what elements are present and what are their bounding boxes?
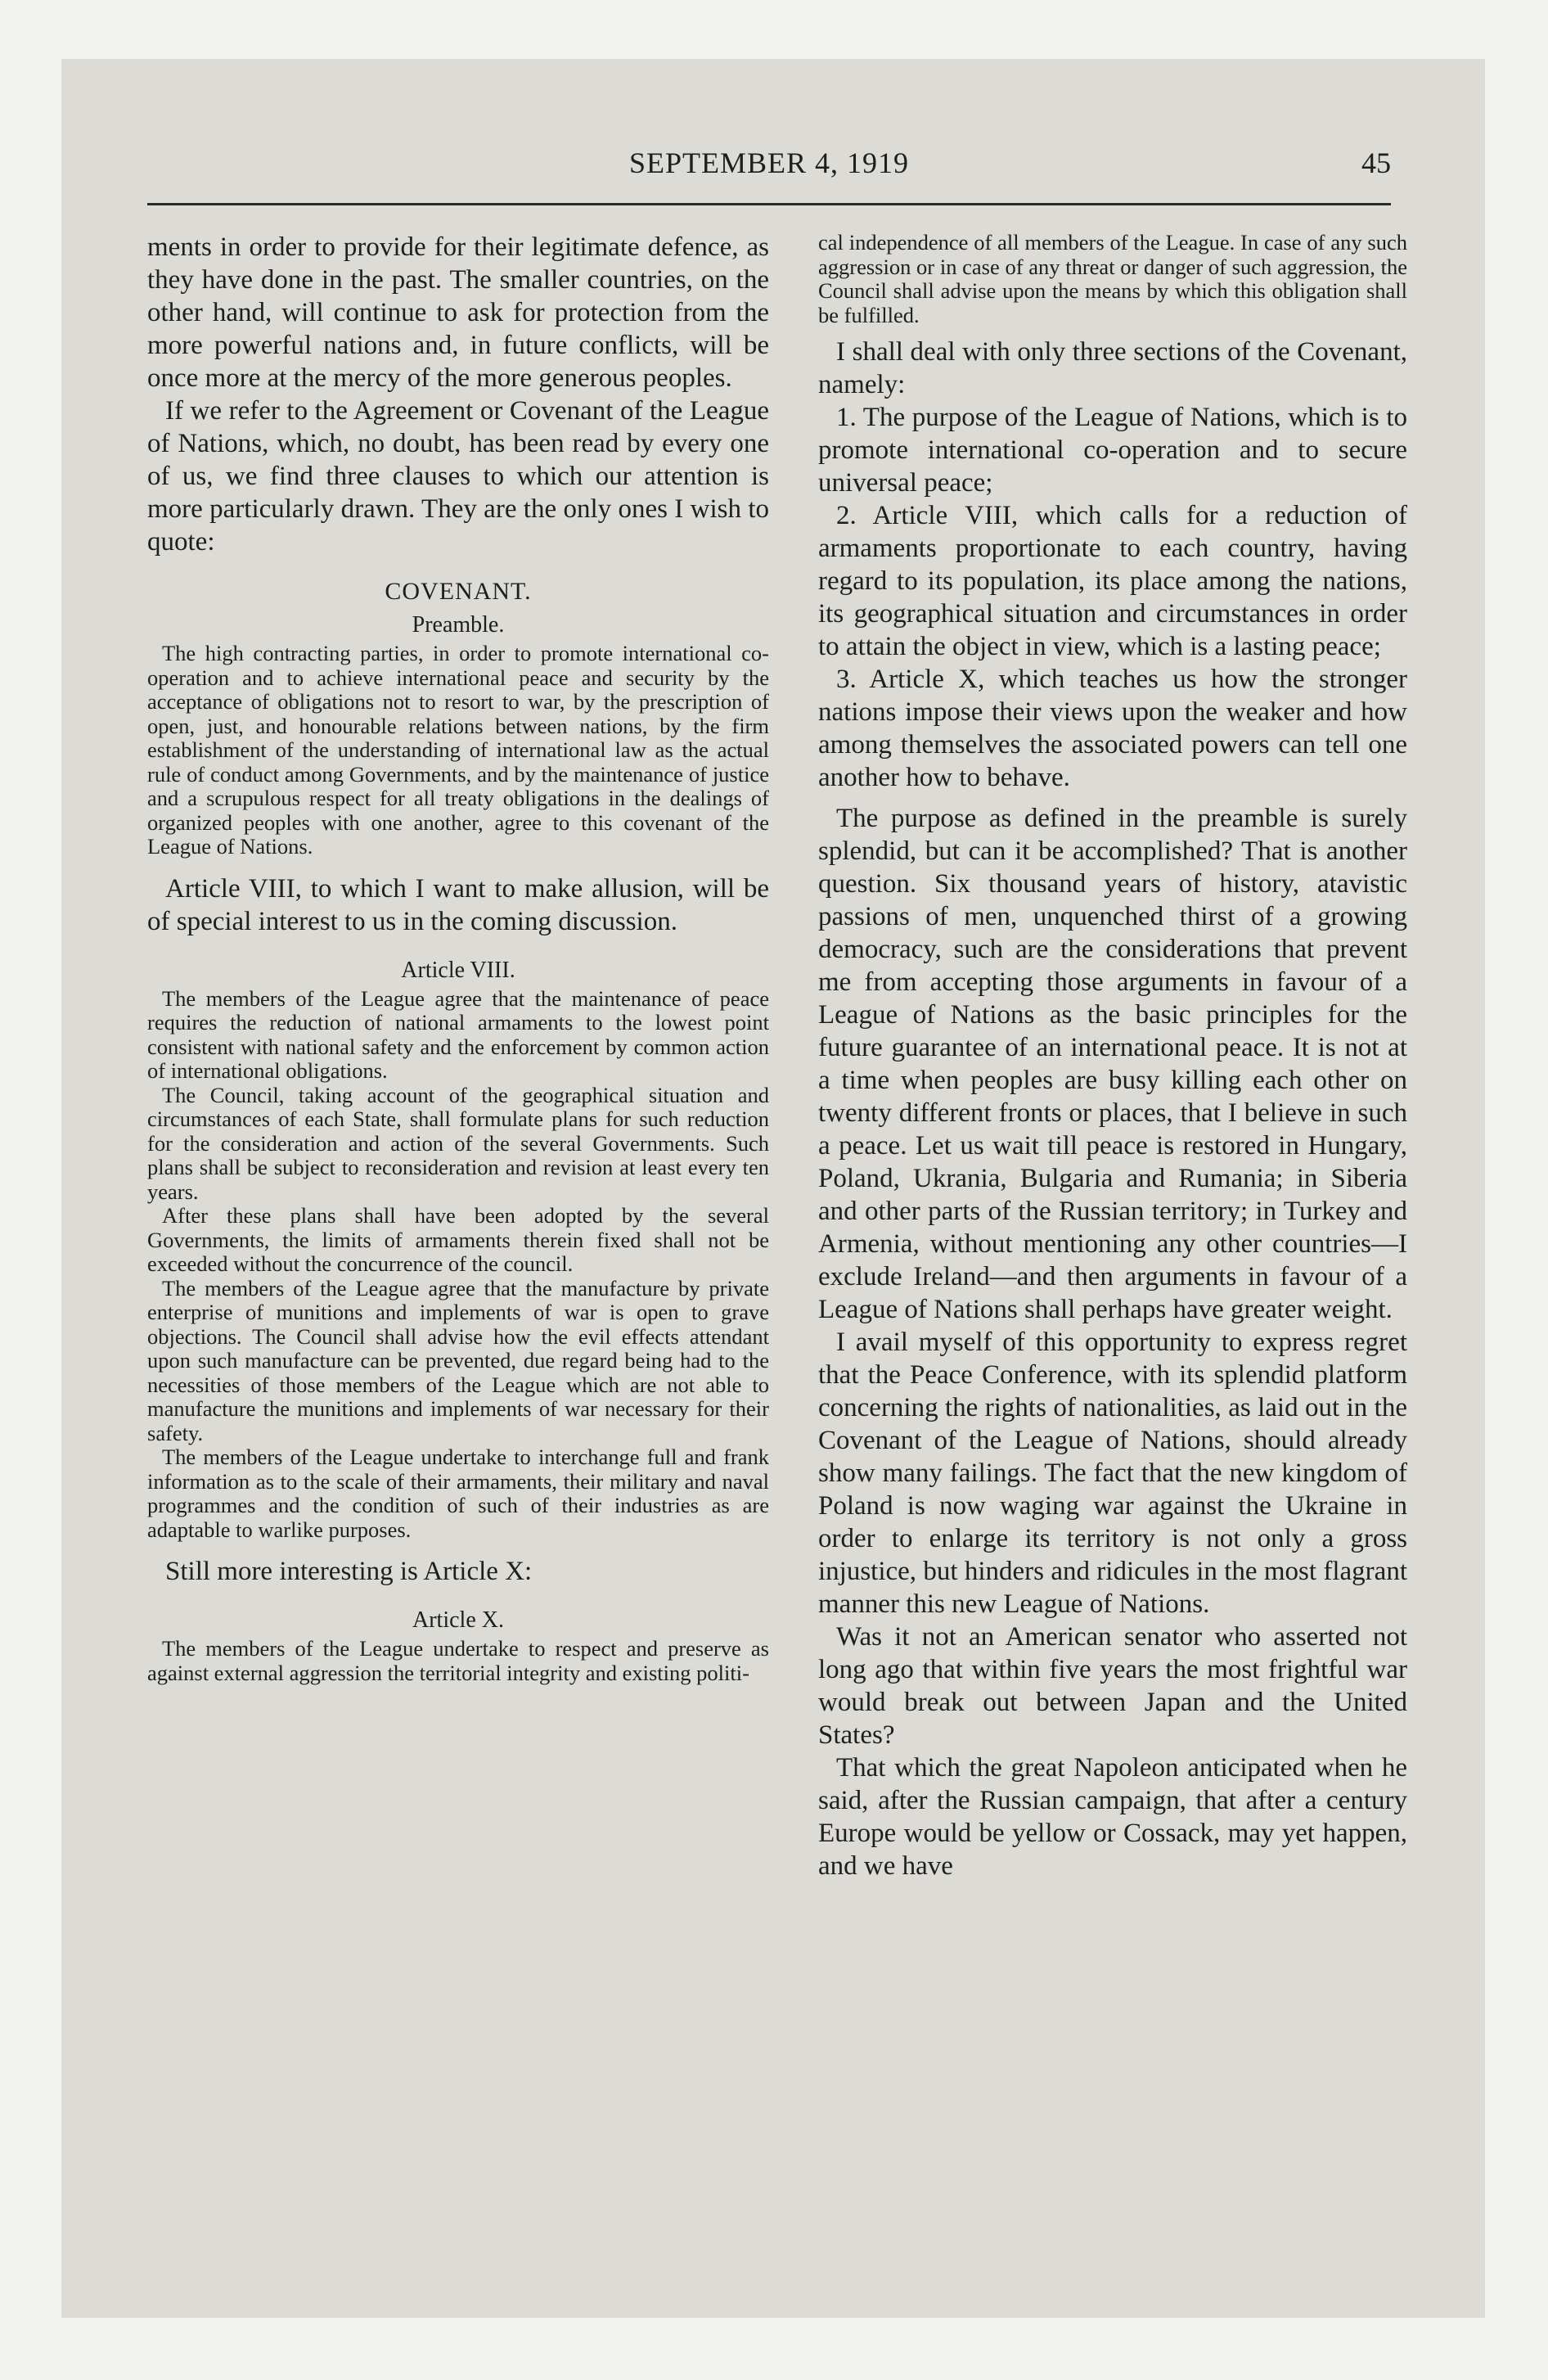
article8-paragraph: The Council, taking account of the geographical situation and circumstances of each State, shall formulate plans for such reduction for the consideration and action of the several Governments. Such plans shall be subject to reconsideration and revision at least every ten years.: [147, 1082, 769, 1204]
preamble-text: The high contracting parties, in order to promote international co-operation and to achieve international peace and security by the acceptance of obligations not to resort to war, by the prescription of open, just, and honourable relations between nations, by the firm establishment of the understanding of international law as the actual rule of conduct among Governments, and by the maintenance of justice and a scrupulous respect for all treaty obligations in the dealings of organized peoples with one another, agree to this covenant of the League of Nations.: [147, 641, 769, 859]
paragraph: That which the great Napoleon anticipated when he said, after the Russian campaign, that after a century Europe would be yellow or Cossack, may yet happen, and we have: [818, 1753, 1407, 1881]
paragraph: Was it not an American senator who asserted not long ago that within five years the most frightful war would break out between Japan and the United States?: [818, 1622, 1407, 1750]
paragraph: I avail myself of this opportunity to express regret that the Peace Conference, with its splendid platform concerning the rights of nationalities, as laid out in the Covenant of the League of Nations, should already show many failings. The fact that the new kingdom of Poland is now waging war against the Ukraine in order to enlarge its territory is not only a gross injustice, but hinders and ridicules in the most flagrant manner this new League of Nations.: [818, 1327, 1407, 1619]
paragraph: If we refer to the Agreement or Covenant of the League of Nations, which, no doubt, has been read by every one of us, we find three clauses to which our attention is more particularly drawn. They are the only ones I wish to quote:: [147, 396, 769, 557]
preamble-heading: Preamble.: [412, 612, 505, 638]
article8-paragraph: The members of the League agree that the maintenance of peace requires the reduction of national armaments to the lowest point consistent with national safety and the enforcement by common action of international obligations.: [147, 985, 769, 1083]
header-rule: [147, 203, 1391, 205]
article10-continued: cal independence of all members of the League. In case of any such aggression or in case of any threat or danger of such aggression, the Council shall advise upon the means by which this obligation shall be fulfilled.: [818, 230, 1407, 327]
covenant-heading: COVENANT.: [385, 578, 532, 605]
paragraph: I shall deal with only three sections of the Covenant, namely:: [818, 337, 1407, 399]
article8-paragraph: After these plans shall have been adopted by the several Governments, the limits of armaments therein fixed shall not be exceeded without the concurrence of the council.: [147, 1203, 769, 1276]
article8-heading: Article VIII.: [401, 957, 515, 983]
list-item: 2. Article VIII, which calls for a reduction of armaments proportionate to each country, having regard to its population, its place among the nations, its geographical situation and circumstances in order to attain the object in view, which is a lasting peace;: [818, 501, 1407, 661]
article10-text: The members of the League undertake to respect and preserve as against external aggression the territorial integrity and existing politi-: [147, 1636, 769, 1685]
paragraph: ments in order to provide for their legitimate defence, as they have done in the past. The smaller countries, on the other hand, will continue to ask for protection from the more powerful nations and, in future conflicts, will be once more at the mercy of the more generous peoples.: [147, 232, 769, 393]
article10-heading: Article X.: [412, 1607, 504, 1633]
article8-paragraph: The members of the League agree that the manufacture by private enterprise of munitions and implements of war is open to grave objections. The Council shall advise how the evil effects attendant upon such manufacture can be prevented, due regard being had to the necessities of those members of the League which are not able to manufacture the munitions and implements of war necessary for their safety.: [147, 1275, 769, 1445]
paragraph: The purpose as defined in the preamble is surely splendid, but can it be accomplished? That is another question. Six thousand years of history, atavistic passions of men, unquenched thirst of a growing democracy, such are the considerations that prevent me from accepting those arguments in favour of a League of Nations as the basic principles for the future guarantee of an international peace. It is not at a time when peoples are busy killing each other on twenty different fronts or places, that I believe in such a peace. Let us wait till peace is restored in Hungary, Poland, Ukrania, Bulgaria and Rumania; in Siberia and other parts of the Russian territory; in Turkey and Armenia, without mentioning any other countries—I exclude Ireland—and then arguments in favour of a League of Nations shall perhaps have greater weight.: [818, 804, 1407, 1324]
header-date: SEPTEMBER 4, 1919: [628, 146, 910, 179]
paragraph: Still more interesting is Article X:: [165, 1557, 533, 1586]
list-item: 3. Article X, which teaches us how the stronger nations impose their views upon the weaker and how among themselves the associated powers can tell one another how to behave.: [818, 665, 1407, 792]
right-column: [818, 231, 1407, 1882]
list-item: 1. The purpose of the League of Nations, which is to promote international co-operation and to secure universal peace;: [818, 403, 1407, 498]
page-number: 45: [1361, 146, 1391, 179]
paragraph: Article VIII, to which I want to make allusion, will be of special interest to us in the coming discussion.: [147, 873, 769, 936]
page-header: [147, 146, 1391, 195]
left-column: [147, 231, 769, 1685]
article8-paragraph: The members of the League undertake to interchange full and frank information as to the scale of their armaments, their military and naval programmes and the condition of such of their industries as are adaptable to warlike purposes.: [147, 1445, 769, 1542]
